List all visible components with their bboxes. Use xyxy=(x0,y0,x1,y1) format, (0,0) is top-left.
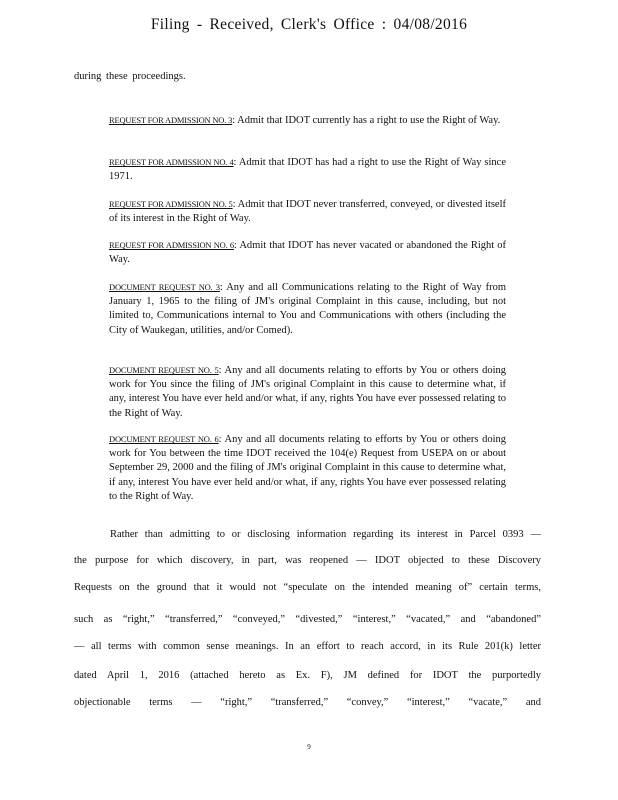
page-number: 9 xyxy=(307,743,311,751)
request-text: : Admit that IDOT has had a right to use the Right of Way since 1971. xyxy=(109,157,506,183)
body-line: such as “right,” “transferred,” “conveyed,” “divested,” “interest,” “vacated,” and “abandoned” xyxy=(74,614,541,625)
document-request-5 xyxy=(109,363,506,421)
body-line: objectionable terms — “right,” “transferred,” “convey,” “interest,” “vacate,” and xyxy=(74,697,541,708)
body-line: Requests on the ground that it would not “speculate on the intended meaning of” certain terms, xyxy=(74,582,541,593)
lead-text: during these proceedings. xyxy=(74,71,186,82)
body-line: — all terms with common sense meanings. In an effort to reach accord, in its Rule 201(k) letter xyxy=(74,641,541,652)
request-text: : Admit that IDOT has never vacated or abandoned the Right of Way. xyxy=(109,240,506,266)
request-text: : Any and all documents relating to efforts by You or others doing work for You between the time IDOT received the 104(e) Request from USEPA on or about September 29, 2000 and the filing of JM's original Complaint in this cause to determine what, if any, interest You have ever held and/or what, if any, rights You have ever possessed relating to the Right of Way. xyxy=(109,434,506,502)
document-request-3 xyxy=(109,280,506,338)
request-text: : Any and all Communications relating to the Right of Way from January 1, 1965 to the filing of JM's original Complaint in this cause, including, but not limited to, Communications internal to You and Communications with others (including the City of Waukegan, utilities, and/or Comed). xyxy=(109,282,506,336)
body-line: the purpose for which discovery, in part, was reopened — IDOT objected to these Discovery xyxy=(74,555,541,566)
request-label: REQUEST FOR ADMISSION NO. 3 xyxy=(109,115,233,125)
request-label: DOCUMENT REQUEST NO. 3 xyxy=(109,282,220,292)
request-label: DOCUMENT REQUEST NO. 6 xyxy=(109,434,219,444)
document-request-6 xyxy=(109,432,506,504)
request-text: : Admit that IDOT currently has a right to use the Right of Way. xyxy=(232,115,501,126)
request-admission-5 xyxy=(109,197,506,226)
body-line: Rather than admitting to or disclosing information regarding its interest in Parcel 0393 — xyxy=(110,529,541,540)
request-label: REQUEST FOR ADMISSION NO. 4 xyxy=(109,157,234,167)
request-admission-4 xyxy=(109,155,506,184)
request-admission-6 xyxy=(109,238,506,267)
request-text: : Admit that IDOT never transferred, conveyed, or divested itself of its interest in the Right of Way. xyxy=(109,199,506,225)
request-text: : Any and all documents relating to efforts by You or others doing work for You since the filing of JM's original Complaint in this cause to determine what, if any, interest You have ever held and/or what, if any, rights You have ever possessed relating to the Right of Way. xyxy=(109,365,506,419)
filing-header: Filing - Received, Clerk's Office : 04/08/2016 xyxy=(150,16,468,33)
request-label: DOCUMENT REQUEST NO. 5 xyxy=(109,365,219,375)
request-label: REQUEST FOR ADMISSION NO. 5 xyxy=(109,199,233,209)
body-line: dated April 1, 2016 (attached hereto as Ex. F), JM defined for IDOT the purportedly xyxy=(74,670,541,681)
request-label: REQUEST FOR ADMISSION NO. 6 xyxy=(109,240,234,250)
request-admission-3 xyxy=(109,113,506,128)
